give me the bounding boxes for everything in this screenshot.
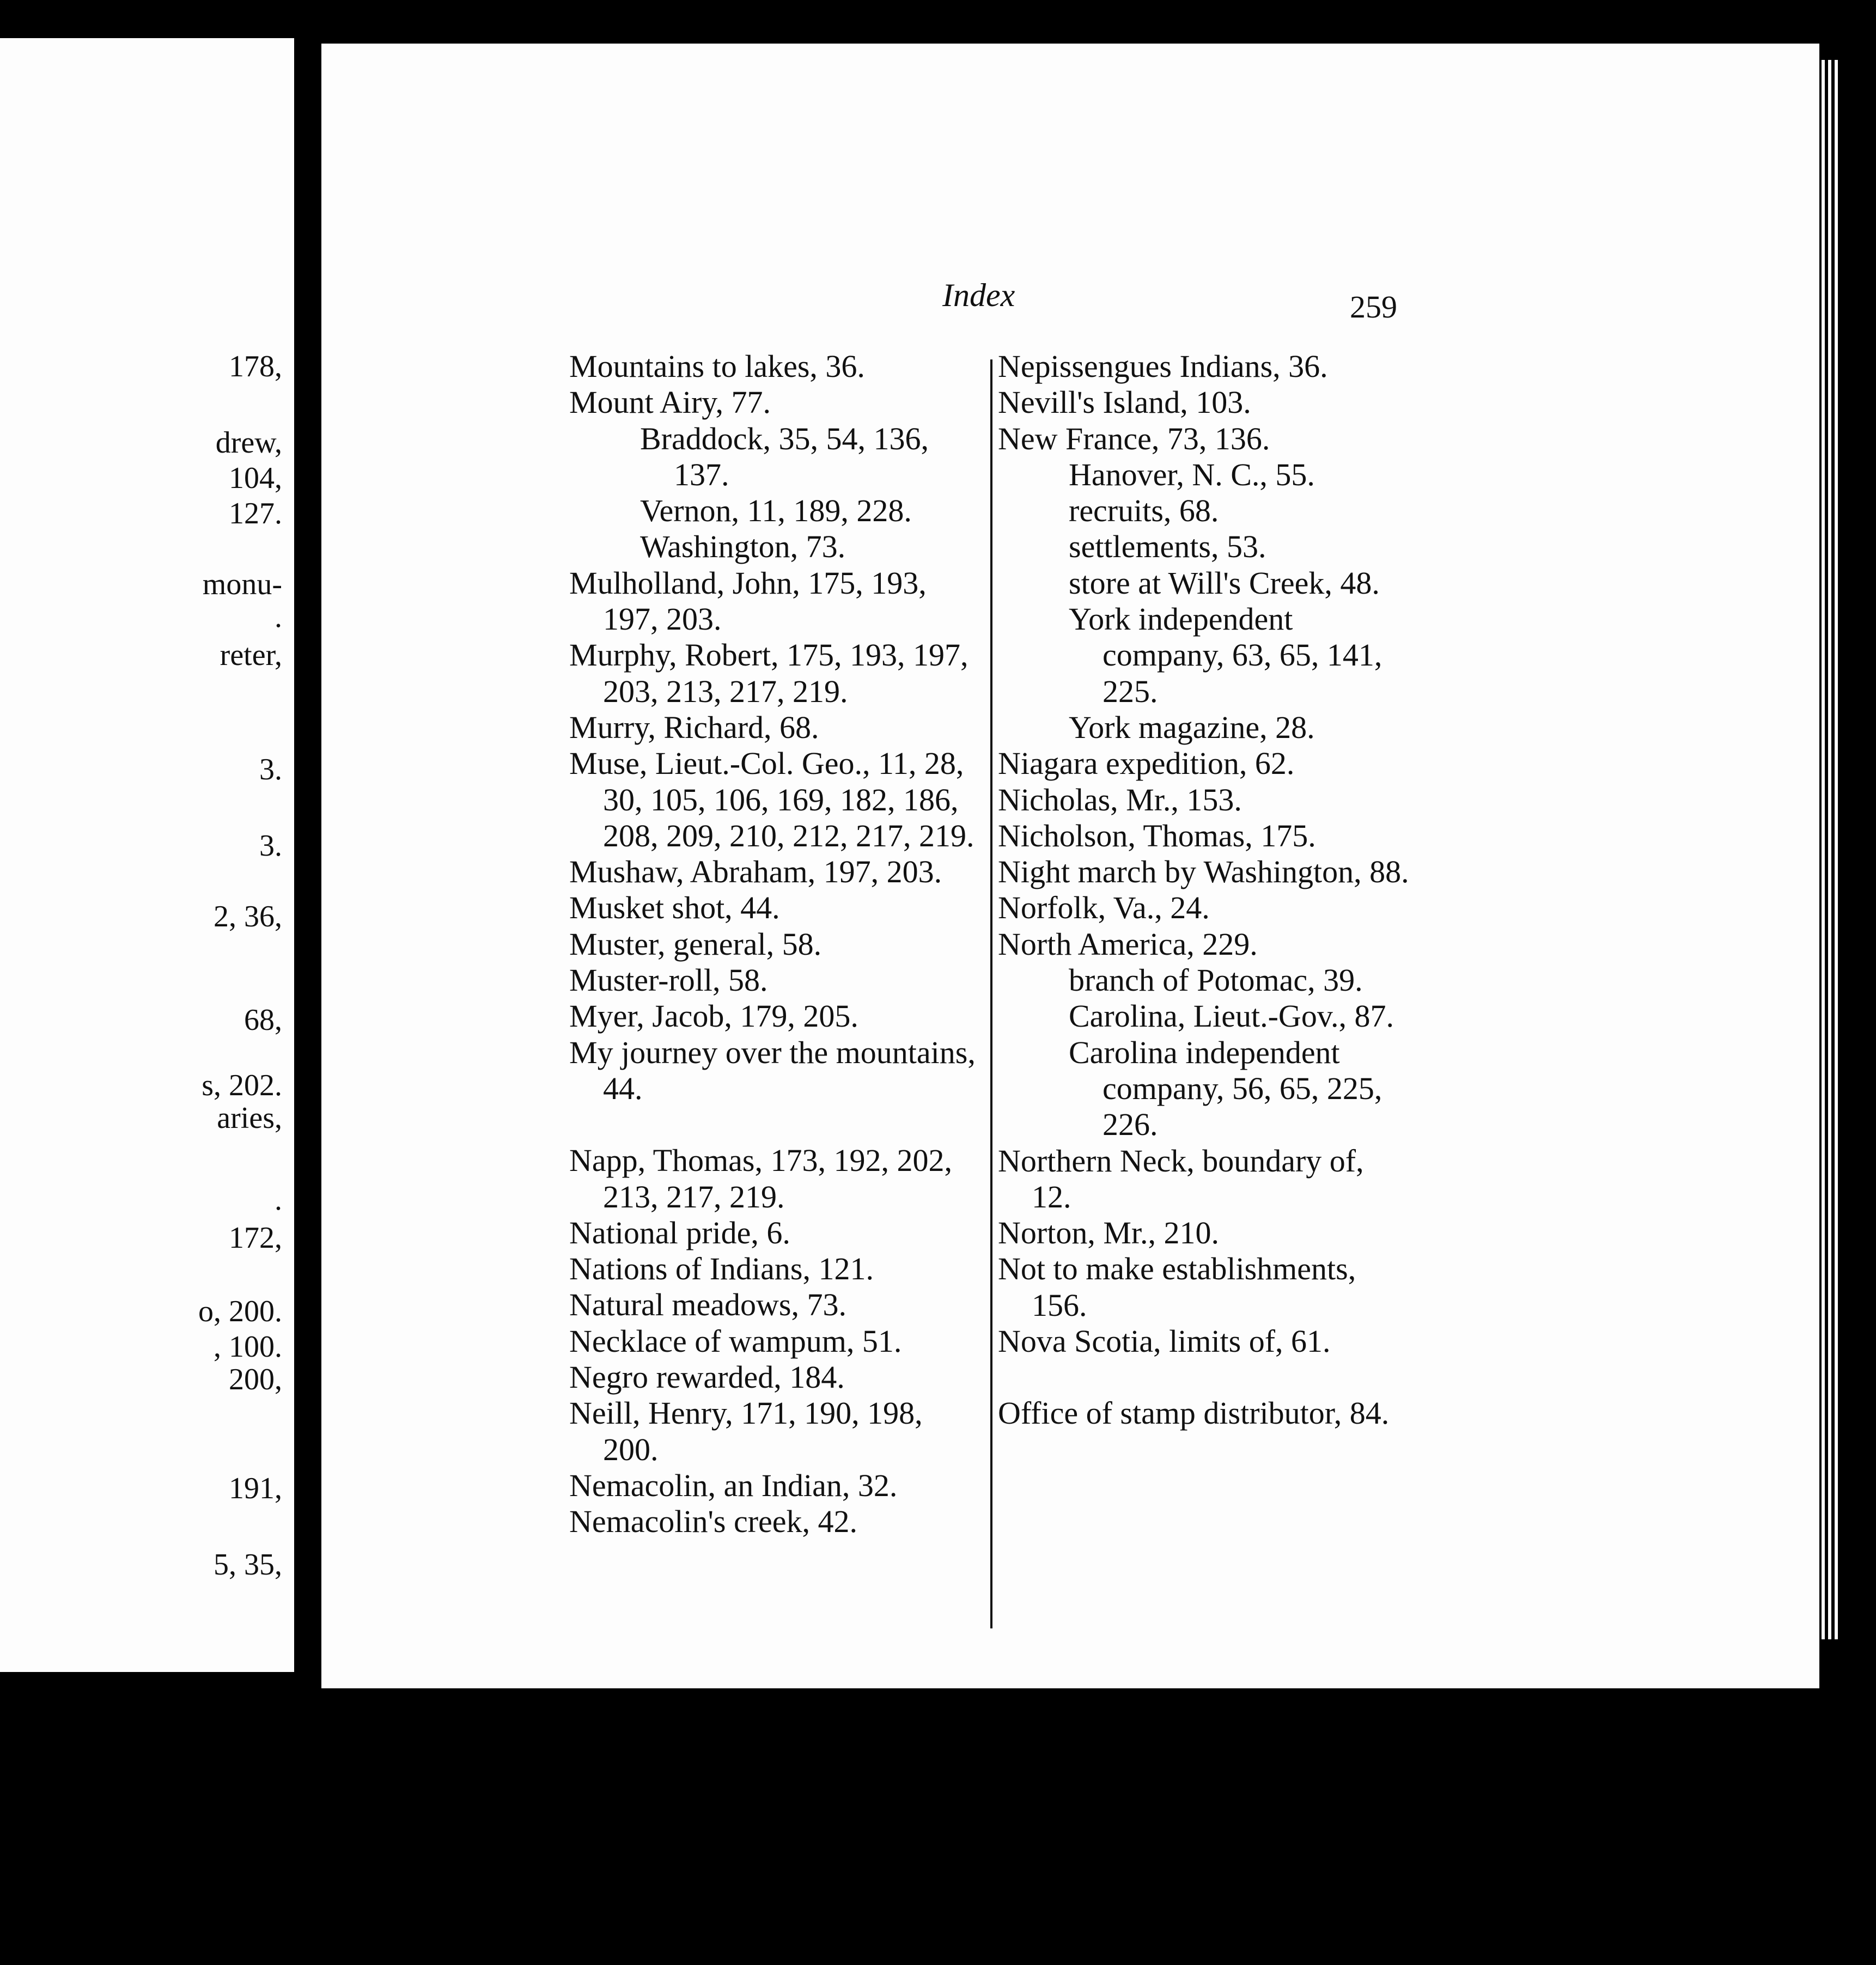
left-page-text-fragment: 127.	[229, 497, 282, 530]
column-divider	[990, 359, 992, 1628]
index-entry: Nova Scotia, limits of, 61.	[998, 1323, 1331, 1359]
left-page-text-fragment: 178,	[229, 350, 282, 383]
index-entry: Murry, Richard, 68.	[569, 709, 819, 745]
left-page-text-fragment: aries,	[217, 1101, 282, 1135]
left-page-fragment	[0, 38, 294, 1672]
left-page-text-fragment: , 100.	[214, 1330, 282, 1364]
left-page-text-fragment: 200,	[229, 1363, 282, 1396]
page-edge	[1822, 60, 1825, 1639]
index-entry: National pride, 6.	[569, 1215, 790, 1250]
index-entry: Northern Neck, boundary of, 12.	[998, 1143, 1364, 1215]
index-subentry: settlements, 53.	[1069, 529, 1266, 565]
index-subentry: Washington, 73.	[640, 529, 846, 565]
index-entry: North America, 229.	[998, 926, 1258, 962]
left-page-text-fragment: s, 202.	[202, 1069, 282, 1102]
index-entry: Mount Airy, 77.	[569, 385, 771, 420]
page-edge	[1828, 60, 1831, 1639]
left-page-text-fragment: .	[275, 600, 282, 634]
index-entry: New France, 73, 136.	[998, 420, 1270, 456]
index-entry: Necklace of wampum, 51.	[569, 1323, 902, 1359]
left-page-text-fragment: 3.	[259, 829, 282, 863]
left-page-text-fragment: monu-	[202, 567, 282, 601]
left-page-text-fragment: 172,	[229, 1221, 282, 1255]
page-number: 259	[1350, 289, 1397, 325]
index-entry: Negro rewarded, 184.	[569, 1359, 845, 1395]
left-page-text-fragment: 5, 35,	[214, 1548, 282, 1582]
index-entry: Nicholas, Mr., 153.	[998, 782, 1242, 817]
index-entry: Neill, Henry, 171, 190, 198, 200.	[569, 1395, 923, 1467]
index-subentry: York independent company, 63, 65, 141, 225.	[1069, 601, 1382, 709]
index-entry: Nevill's Island, 103.	[998, 385, 1251, 420]
page-edge	[1835, 60, 1838, 1639]
index-entry: Mushaw, Abraham, 197, 203.	[569, 854, 942, 890]
index-entry: Natural meadows, 73.	[569, 1287, 846, 1323]
left-page-text-fragment: .	[275, 1183, 282, 1217]
index-subentry: Hanover, N. C., 55.	[1069, 456, 1315, 492]
index-entry: My journey over the mountains, 44.	[569, 1034, 976, 1106]
left-page-text-fragment: 191,	[229, 1472, 282, 1505]
index-entry: Musket shot, 44.	[569, 890, 780, 926]
index-entry: Norfolk, Va., 24.	[998, 890, 1210, 926]
index-column-left	[569, 349, 980, 1540]
index-entry: Nicholson, Thomas, 175.	[998, 817, 1316, 853]
left-page-text-fragment: reter,	[220, 638, 282, 672]
index-subentry: branch of Potomac, 39.	[1069, 962, 1363, 998]
index-entry: Napp, Thomas, 173, 192, 202, 213, 217, 219.	[569, 1143, 952, 1215]
index-entry: Night march by Washington, 88.	[998, 854, 1409, 890]
index-subentry: store at Will's Creek, 48.	[1069, 565, 1380, 601]
left-page-text-fragment: 68,	[244, 1003, 282, 1037]
index-entry: Murphy, Robert, 175, 193, 197, 203, 213, 217, 219.	[569, 637, 969, 709]
left-page-text-fragment: o, 200.	[198, 1295, 282, 1328]
index-entry: Muse, Lieut.-Col. Geo., 11, 28, 30, 105, 106, 169, 182, 186, 208, 209, 210, 212, 217, 219.	[569, 746, 974, 853]
running-header: Index	[942, 277, 1015, 313]
index-entry: Nepissengues Indians, 36.	[998, 349, 1328, 384]
index-entry: Not to make establishments, 156.	[998, 1251, 1356, 1323]
index-entry: Mulholland, John, 175, 193, 197, 203.	[569, 565, 927, 637]
index-entry: Muster, general, 58.	[569, 926, 822, 962]
index-entry: Myer, Jacob, 179, 205.	[569, 998, 858, 1034]
left-page-text-fragment: 2, 36,	[214, 900, 282, 933]
left-page-text-fragment: 104,	[229, 461, 282, 495]
index-entry: Muster-roll, 58.	[569, 962, 768, 998]
index-entry: Norton, Mr., 210.	[998, 1215, 1219, 1251]
index-entry: Nemacolin's creek, 42.	[569, 1504, 858, 1540]
index-subentry: Carolina independent company, 56, 65, 225, 226.	[1069, 1034, 1382, 1143]
index-subentry: recruits, 68.	[1069, 493, 1219, 529]
left-page-text-fragment: 3.	[259, 753, 282, 786]
index-subentry: Carolina, Lieut.-Gov., 87.	[1069, 998, 1394, 1034]
left-page-text-fragment: drew,	[215, 426, 282, 460]
index-subentry: Vernon, 11, 189, 228.	[640, 493, 912, 529]
index-entry: Mountains to lakes, 36.	[569, 349, 865, 384]
index-entry: Office of stamp distributor, 84.	[998, 1395, 1390, 1431]
index-subentry: Braddock, 35, 54, 136, 137.	[640, 420, 929, 492]
index-entry: Nations of Indians, 121.	[569, 1251, 874, 1287]
index-column-right	[998, 349, 1409, 1432]
index-entry: Nemacolin, an Indian, 32.	[569, 1467, 898, 1503]
index-subentry: York magazine, 28.	[1069, 709, 1315, 745]
index-entry: Niagara expedition, 62.	[998, 746, 1295, 782]
